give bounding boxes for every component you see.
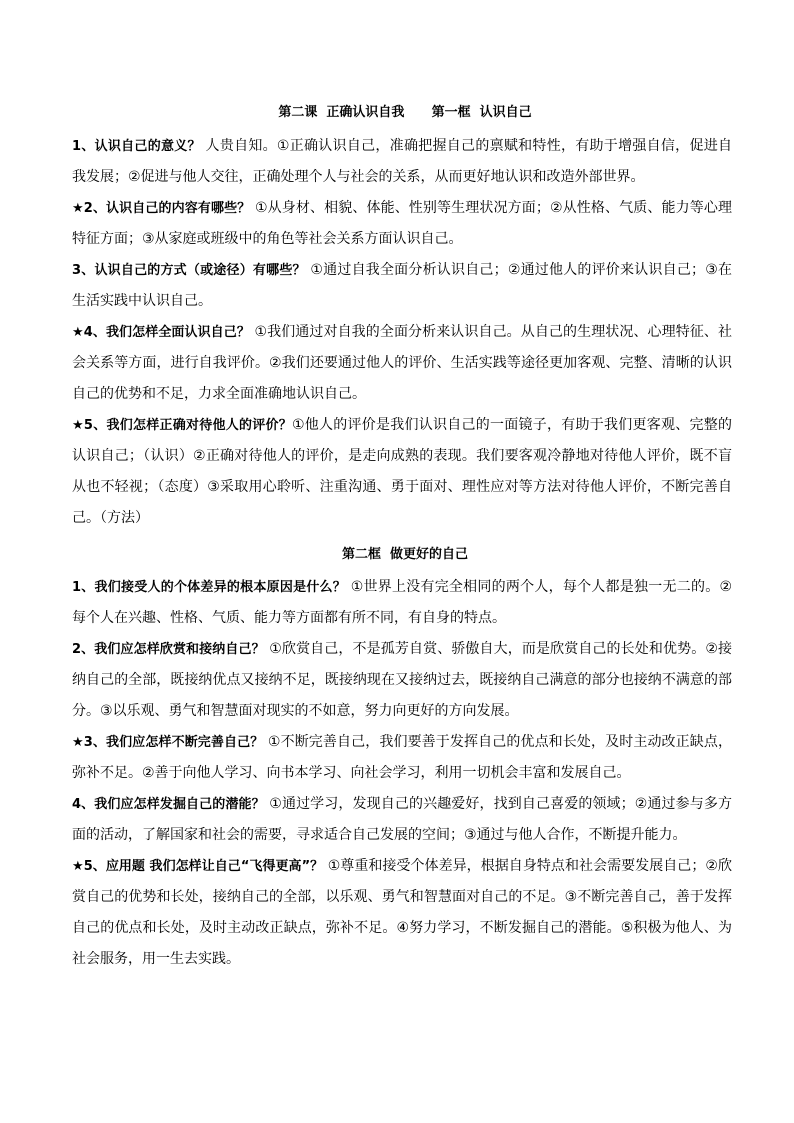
question-text: ★5、我们怎样正确对待他人的评价？	[72, 418, 292, 433]
question-text: ★3、我们应怎样不断完善自己？	[72, 735, 264, 750]
qa-item	[72, 789, 732, 851]
qa-item	[72, 255, 732, 317]
qa-item	[72, 572, 732, 634]
answer-text: ①通过学习，发现自己的兴趣爱好，找到自己喜爱的领域；②通过参与多方面的活动，了解国家和社会的需要，寻求适合自己发展的空间；③通过与他人合作，不断提升能力。	[72, 796, 732, 843]
section-recognize-self	[72, 131, 732, 534]
question-text: 1、认识自己的意义？	[72, 139, 201, 154]
answer-text: ①通过自我全面分析认识自己；②通过他人的评价来认识自己；③在生活实践中认识自己。	[72, 262, 733, 309]
answer-text: 人贵自知。①正确认识自己，准确把握自己的禀赋和特性，有助于增强自信，促进自我发展；②促进与他人交往，正确处理个人与社会的关系，从而更好地认识和改造外部世界。	[72, 138, 733, 185]
answer-text: ①世界上没有完全相同的两个人，每个人都是独一无二的。②每个人在兴趣、性格、气质、能力等方面都有所不同，有自身的特点。	[72, 579, 732, 626]
qa-item	[72, 634, 732, 727]
qa-item	[72, 131, 732, 193]
document-content	[72, 103, 732, 975]
qa-item	[72, 410, 732, 534]
answer-text: ①从身材、相貌、体能、性别等生理状况方面；②从性格、气质、能力等心理特征方面；③从家庭或班级中的角色等社会关系方面认识自己。	[72, 200, 732, 247]
question-text: 3、认识自己的方式（或途径）有哪些？	[72, 263, 306, 278]
lesson-title: 第二课 正确认识自我 第一框 认识自己	[278, 105, 532, 120]
question-text: 1、我们接受人的个体差异的根本原因是什么？	[72, 580, 347, 595]
section-better-self	[72, 572, 732, 975]
question-text: ★4、我们怎样全面认识自己？	[72, 325, 250, 340]
question-text: 2、我们应怎样欣赏和接纳自己？	[72, 642, 265, 657]
question-text: 4、我们应怎样发掘自己的潜能？	[72, 797, 265, 812]
answer-text: ①他人的评价是我们认识自己的一面镜子，有助于我们更客观、完整的认识自己；（认识）②正确对待他人的评价，是走向成熟的表现。我们要客观冷静地对待他人评价，既不盲从也不轻视；（态度）③采取用心聆听、注重沟通、勇于面对、理性应对等方法对待他人评价，不断完善自己。（方法）	[72, 417, 732, 526]
qa-item	[72, 193, 732, 255]
qa-item	[72, 851, 732, 975]
answer-text: ①欣赏自己，不是孤芳自赏、骄傲自大，而是欣赏自己的长处和优势。②接纳自己的全部，既接纳优点又接纳不足，既接纳现在又接纳过去，既接纳自己满意的部分也接纳不满意的部分。③以乐观、勇气和智慧面对现实的不如意，努力向更好的方向发展。	[72, 641, 732, 719]
qa-item	[72, 317, 732, 410]
answer-text: ①我们通过对自我的全面分析来认识自己。从自己的生理状况、心理特征、社会关系等方面，进行自我评价。②我们还要通过他人的评价、生活实践等途径更加客观、完整、清晰的认识自己的优势和不足，力求全面准确地认识自己。	[72, 324, 732, 402]
question-text: ★5、应用题 我们怎样让自己“飞得更高”？	[72, 859, 324, 874]
answer-text: ①尊重和接受个体差异，根据自身特点和社会需要发展自己；②欣赏自己的优势和长处，接纳自己的全部，以乐观、勇气和智慧面对自己的不足。③不断完善自己，善于发挥自己的优点和长处，及时主动改正缺点，弥补不足。④努力学习，不断发掘自己的潜能。⑤积极为他人、为社会服务，用一生去实践。	[72, 858, 732, 967]
answer-text: ①不断完善自己，我们要善于发挥自己的优点和长处，及时主动改正缺点，弥补不足。②善于向他人学习、向书本学习、向社会学习，利用一切机会丰富和发展自己。	[72, 734, 732, 781]
question-text: ★2、认识自己的内容有哪些？	[72, 201, 251, 216]
section2-title: 第二框 做更好的自己	[341, 547, 469, 562]
qa-item	[72, 727, 732, 789]
